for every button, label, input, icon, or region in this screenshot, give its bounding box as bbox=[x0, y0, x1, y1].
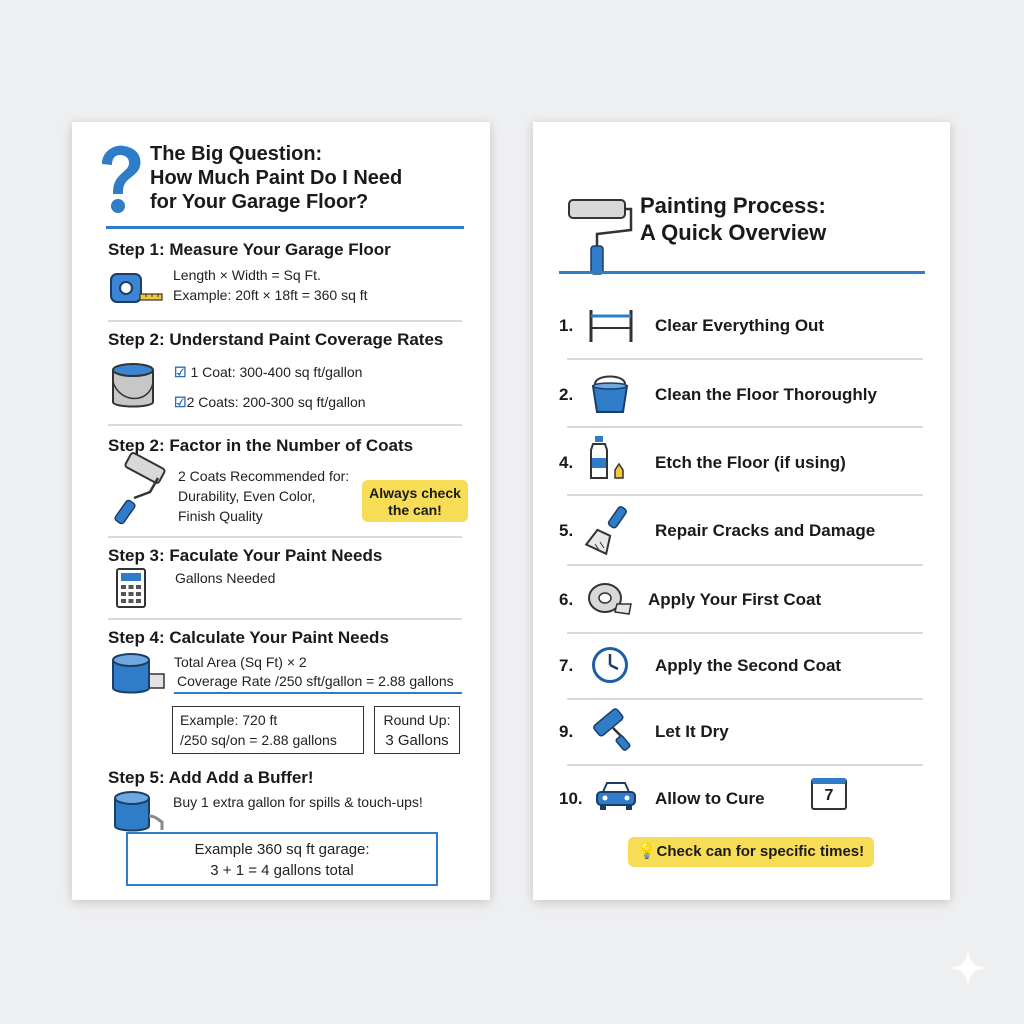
step-label: Repair Cracks and Damage bbox=[655, 521, 876, 540]
gate-icon bbox=[588, 308, 634, 344]
coats-line-2: Durability, Even Color, bbox=[178, 488, 316, 504]
putty-brush-icon bbox=[585, 506, 631, 552]
formula-denominator: Coverage Rate /250 sft/gallon = 2.88 gallons bbox=[177, 673, 454, 689]
divider bbox=[108, 320, 462, 322]
step-label: Apply Your First Coat bbox=[648, 590, 822, 609]
step-number: 7. bbox=[559, 656, 574, 675]
divider bbox=[567, 426, 923, 428]
step-number: 2. bbox=[559, 385, 574, 404]
step5-heading: Step 5: Add Add a Buffer! bbox=[108, 768, 314, 787]
lightbulb-icon: 💡 bbox=[637, 843, 657, 860]
buffer-text: Buy 1 extra gallon for spills & touch-ups! bbox=[173, 794, 423, 810]
sparkle-icon bbox=[946, 946, 990, 990]
checkbox-icon: ☑ bbox=[174, 394, 187, 410]
calendar-day: 7 bbox=[824, 787, 834, 804]
title-divider bbox=[106, 226, 464, 229]
question-mark-icon bbox=[96, 144, 144, 216]
car-icon bbox=[595, 780, 637, 812]
calculator-icon bbox=[116, 568, 146, 608]
step-number: 9. bbox=[559, 722, 574, 741]
painting-process-card bbox=[533, 122, 950, 900]
step1-example: Example: 20ft × 18ft = 360 sq ft bbox=[173, 287, 368, 303]
step-label: Clean the Floor Thoroughly bbox=[655, 385, 877, 404]
tape-measure-icon bbox=[110, 272, 166, 304]
step3-heading: Step 3: Faculate Your Paint Needs bbox=[108, 546, 383, 565]
etch-bottle-icon bbox=[589, 436, 629, 480]
callout-line-2: the can! bbox=[388, 502, 442, 518]
step-label: Clear Everything Out bbox=[655, 316, 825, 335]
divider bbox=[108, 536, 462, 538]
calendar-icon bbox=[811, 778, 847, 810]
step4-heading: Step 4: Calculate Your Paint Needs bbox=[108, 628, 389, 647]
paint-quantity-card bbox=[72, 122, 490, 900]
paint-roller-icon bbox=[589, 708, 635, 752]
tape-roll-icon bbox=[587, 580, 633, 616]
step-label: Let It Dry bbox=[655, 722, 729, 741]
step1-heading: Step 1: Measure Your Garage Floor bbox=[108, 240, 391, 259]
divider bbox=[108, 618, 462, 620]
buffer-example-line-2: 3 + 1 = 4 gallons total bbox=[210, 862, 354, 879]
process-title-line-1: Painting Process: bbox=[640, 193, 826, 218]
card-title-line-3: for Your Garage Floor? bbox=[150, 191, 369, 213]
divider bbox=[108, 424, 462, 426]
example-line-2: /250 sq/on = 2.88 gallons bbox=[180, 732, 337, 748]
card-title-line-2: How Much Paint Do I Need bbox=[150, 167, 403, 189]
step-number: 1. bbox=[559, 316, 574, 335]
coats-line-3: Finish Quality bbox=[178, 508, 263, 524]
step-number: 5. bbox=[559, 521, 574, 540]
callout-line-1: Always check bbox=[369, 485, 461, 501]
coverage-2-coats-text: 2 Coats: 200-300 sq ft/gallon bbox=[186, 394, 366, 410]
paint-can-spill-icon bbox=[112, 790, 166, 834]
coverage-1-coat bbox=[174, 364, 362, 381]
divider bbox=[567, 564, 923, 566]
round-up-value: 3 Gallons bbox=[385, 732, 449, 749]
paint-roller-icon bbox=[112, 458, 168, 528]
formula-numerator: Total Area (Sq Ft) × 2 bbox=[174, 654, 307, 670]
process-title-divider bbox=[559, 271, 925, 274]
formula-underline bbox=[174, 692, 462, 694]
buffer-example-box bbox=[126, 832, 438, 886]
paint-can-icon bbox=[110, 360, 156, 412]
paint-roller-icon bbox=[567, 196, 633, 276]
step1-formula: Length × Width = Sq Ft. bbox=[173, 267, 321, 283]
coverage-1-coat-text: 1 Coat: 300-400 sq ft/gallon bbox=[190, 364, 363, 380]
divider bbox=[567, 698, 923, 700]
step-number: 10. bbox=[559, 789, 583, 808]
round-up-label: Round Up: bbox=[383, 712, 451, 728]
step-number: 6. bbox=[559, 590, 574, 609]
step-label: Apply the Second Coat bbox=[655, 656, 842, 675]
card-title-line-1: The Big Question: bbox=[150, 143, 323, 165]
example-line-1: Example: 720 ft bbox=[180, 712, 278, 728]
divider bbox=[567, 358, 923, 360]
clock-icon bbox=[591, 646, 629, 684]
step2-coats-heading: Step 2: Factor in the Number of Coats bbox=[108, 436, 414, 455]
divider bbox=[567, 632, 923, 634]
example-calculation-box bbox=[172, 706, 364, 754]
buffer-example-line-1: Example 360 sq ft garage: bbox=[194, 841, 370, 858]
step-label: Etch the Floor (if using) bbox=[655, 453, 846, 472]
divider bbox=[567, 494, 923, 496]
tip-text: Check can for specific times! bbox=[656, 843, 865, 860]
gallons-needed-text: Gallons Needed bbox=[175, 570, 276, 586]
step-number: 4. bbox=[559, 453, 574, 472]
divider bbox=[567, 764, 923, 766]
always-check-callout bbox=[362, 480, 468, 522]
process-title-line-2: A Quick Overview bbox=[640, 220, 827, 245]
coverage-2-coats bbox=[174, 394, 366, 411]
open-paint-can-icon bbox=[110, 652, 166, 696]
step2-coverage-heading: Step 2: Understand Paint Coverage Rates bbox=[108, 330, 444, 349]
checkbox-icon: ☑ bbox=[174, 364, 187, 380]
round-up-box bbox=[374, 706, 460, 754]
coats-line-1: 2 Coats Recommended for: bbox=[178, 468, 350, 484]
tip-banner bbox=[628, 837, 874, 867]
bucket-icon bbox=[591, 374, 629, 414]
step-label: Allow to Cure bbox=[655, 789, 765, 808]
